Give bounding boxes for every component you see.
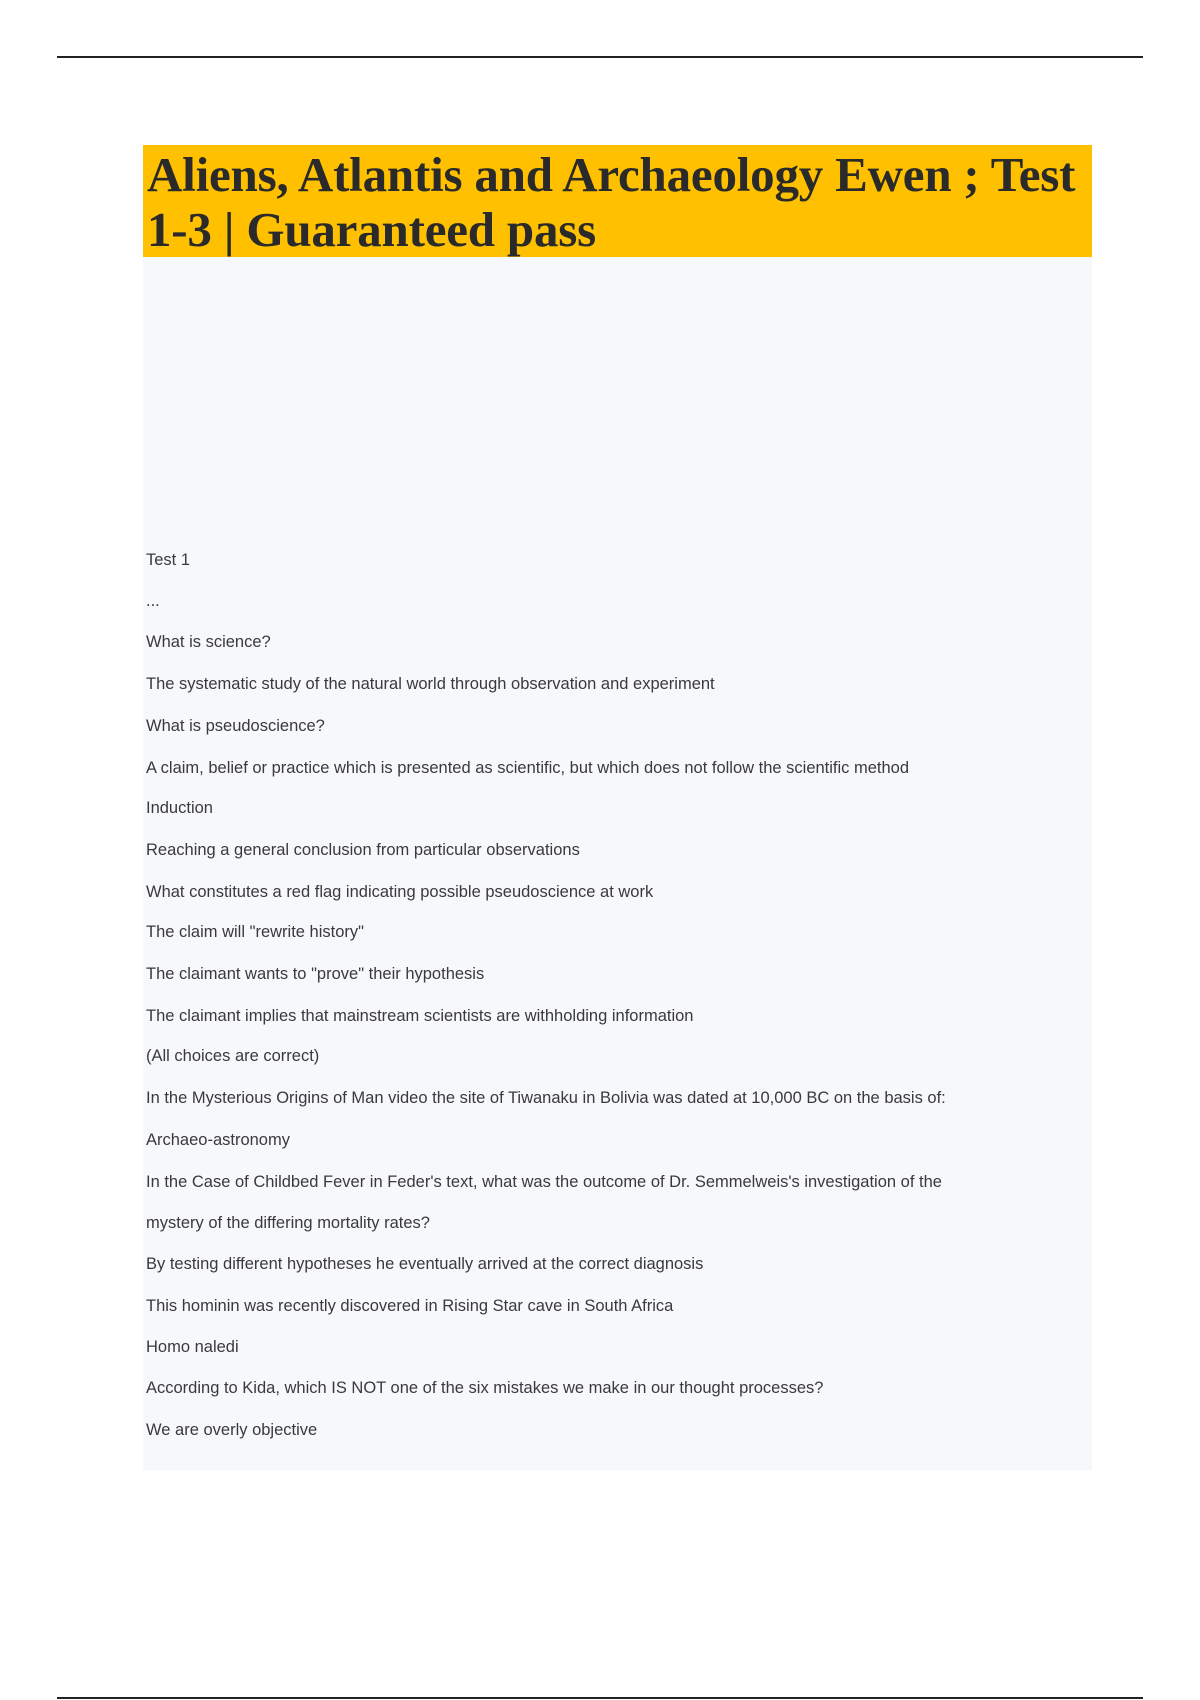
top-rule (57, 56, 1143, 58)
question-line: What is science? (146, 633, 271, 651)
document-title: Aliens, Atlantis and Archaeology Ewen ; Test 1-3 | Guaranteed pass (147, 147, 1076, 257)
answer-line: By testing different hypotheses he eventually arrived at the correct diagnosis (146, 1255, 704, 1273)
answer-line: Homo naledi (146, 1338, 239, 1356)
section-heading: Test 1 (146, 551, 191, 569)
document-page (143, 145, 1092, 1470)
answer-line: The systematic study of the natural world through observation and experiment (146, 675, 715, 693)
answer-line: Reaching a general conclusion from particular observations (146, 841, 580, 859)
question-line: In the Case of Childbed Fever in Feder's text, what was the outcome of Dr. Semmelweis's investigation of the (146, 1173, 942, 1191)
answer-line: We are overly objective (146, 1421, 318, 1439)
bottom-rule (57, 1697, 1143, 1699)
answer-line: (All choices are correct) (146, 1047, 320, 1065)
question-line: What constitutes a red flag indicating possible pseudoscience at work (146, 883, 654, 901)
title-banner (143, 145, 1092, 257)
question-line: In the Mysterious Origins of Man video the site of Tiwanaku in Bolivia was dated at 10,000 BC on the basis of: (146, 1089, 946, 1107)
answer-line: The claimant wants to "prove" their hypothesis (146, 965, 485, 983)
question-line: This hominin was recently discovered in Rising Star cave in South Africa (146, 1297, 674, 1315)
ellipsis-line: ... (146, 592, 160, 610)
question-line-continued: mystery of the differing mortality rates? (146, 1214, 430, 1232)
answer-line: A claim, belief or practice which is presented as scientific, but which does not follow the scientific method (146, 759, 910, 777)
question-line: What is pseudoscience? (146, 717, 325, 735)
question-line: According to Kida, which IS NOT one of the six mistakes we make in our thought processes? (146, 1379, 824, 1397)
answer-line: The claimant implies that mainstream scientists are withholding information (146, 1007, 694, 1025)
answer-line: Archaeo-astronomy (146, 1131, 290, 1149)
question-line: Induction (146, 799, 213, 817)
answer-line: The claim will "rewrite history" (146, 923, 365, 941)
